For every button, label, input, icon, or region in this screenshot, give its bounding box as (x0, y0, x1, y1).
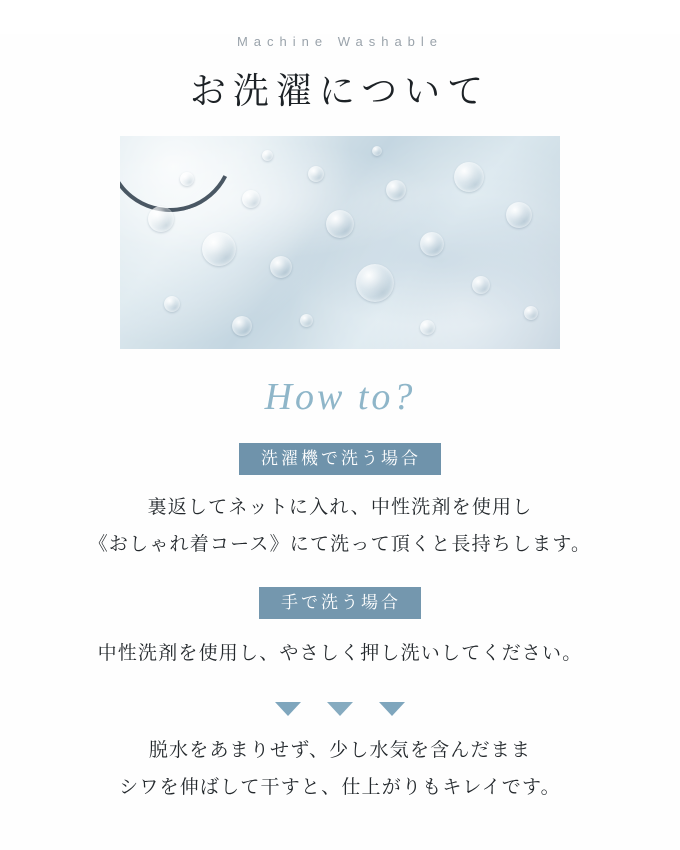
machine-wash-text (0, 489, 680, 563)
hand-wash-line-1: 中性洗剤を使用し、やさしく押し洗いしてください。 (97, 643, 583, 665)
page-title: お洗濯について (189, 71, 491, 111)
machine-wash-line-1: 裏返してネットに入れ、中性洗剤を使用し (147, 497, 533, 518)
hand-wash-label-row (0, 587, 680, 619)
water-drop (454, 162, 484, 192)
water-drop (262, 150, 273, 161)
water-drop (386, 180, 406, 200)
drying-tips-text (0, 732, 680, 806)
water-drop (242, 190, 260, 208)
washing-instructions-page (0, 34, 680, 850)
machine-wash-line-2: 《おしゃれ着コース》にて洗って頂くと長持ちします。 (88, 534, 592, 556)
water-drop (148, 206, 174, 232)
hero-image (120, 136, 560, 349)
water-drop (420, 232, 444, 256)
water-drop (202, 232, 236, 266)
water-drop (270, 256, 292, 278)
triangle-divider (0, 702, 680, 716)
water-drop (472, 276, 490, 294)
hand-wash-text (0, 635, 680, 672)
triangle-down-icon (327, 702, 353, 716)
water-drop (356, 264, 394, 302)
machine-wash-label-row (0, 443, 680, 475)
triangle-down-icon (275, 702, 301, 716)
water-drop (524, 306, 538, 320)
howto-heading: How to? (264, 376, 416, 418)
water-drop (308, 166, 324, 182)
triangle-down-icon (379, 702, 405, 716)
drying-tips-line-1: 脱水をあまりせず、少し水気を含んだまま (148, 740, 532, 762)
water-drop (300, 314, 313, 327)
drying-tips-line-2: シワを伸ばして干すと、仕上がりもキレイです。 (119, 777, 561, 799)
water-drop (326, 210, 354, 238)
eyebrow-text: Machine Washable (236, 34, 444, 49)
machine-wash-label: 洗濯機で洗う場合 (239, 443, 441, 475)
water-drop (180, 172, 194, 186)
water-drop (420, 320, 435, 335)
water-drop (372, 146, 382, 156)
water-drop (164, 296, 180, 312)
water-drop (232, 316, 252, 336)
water-drop (506, 202, 532, 228)
hand-wash-label: 手で洗う場合 (259, 587, 421, 619)
